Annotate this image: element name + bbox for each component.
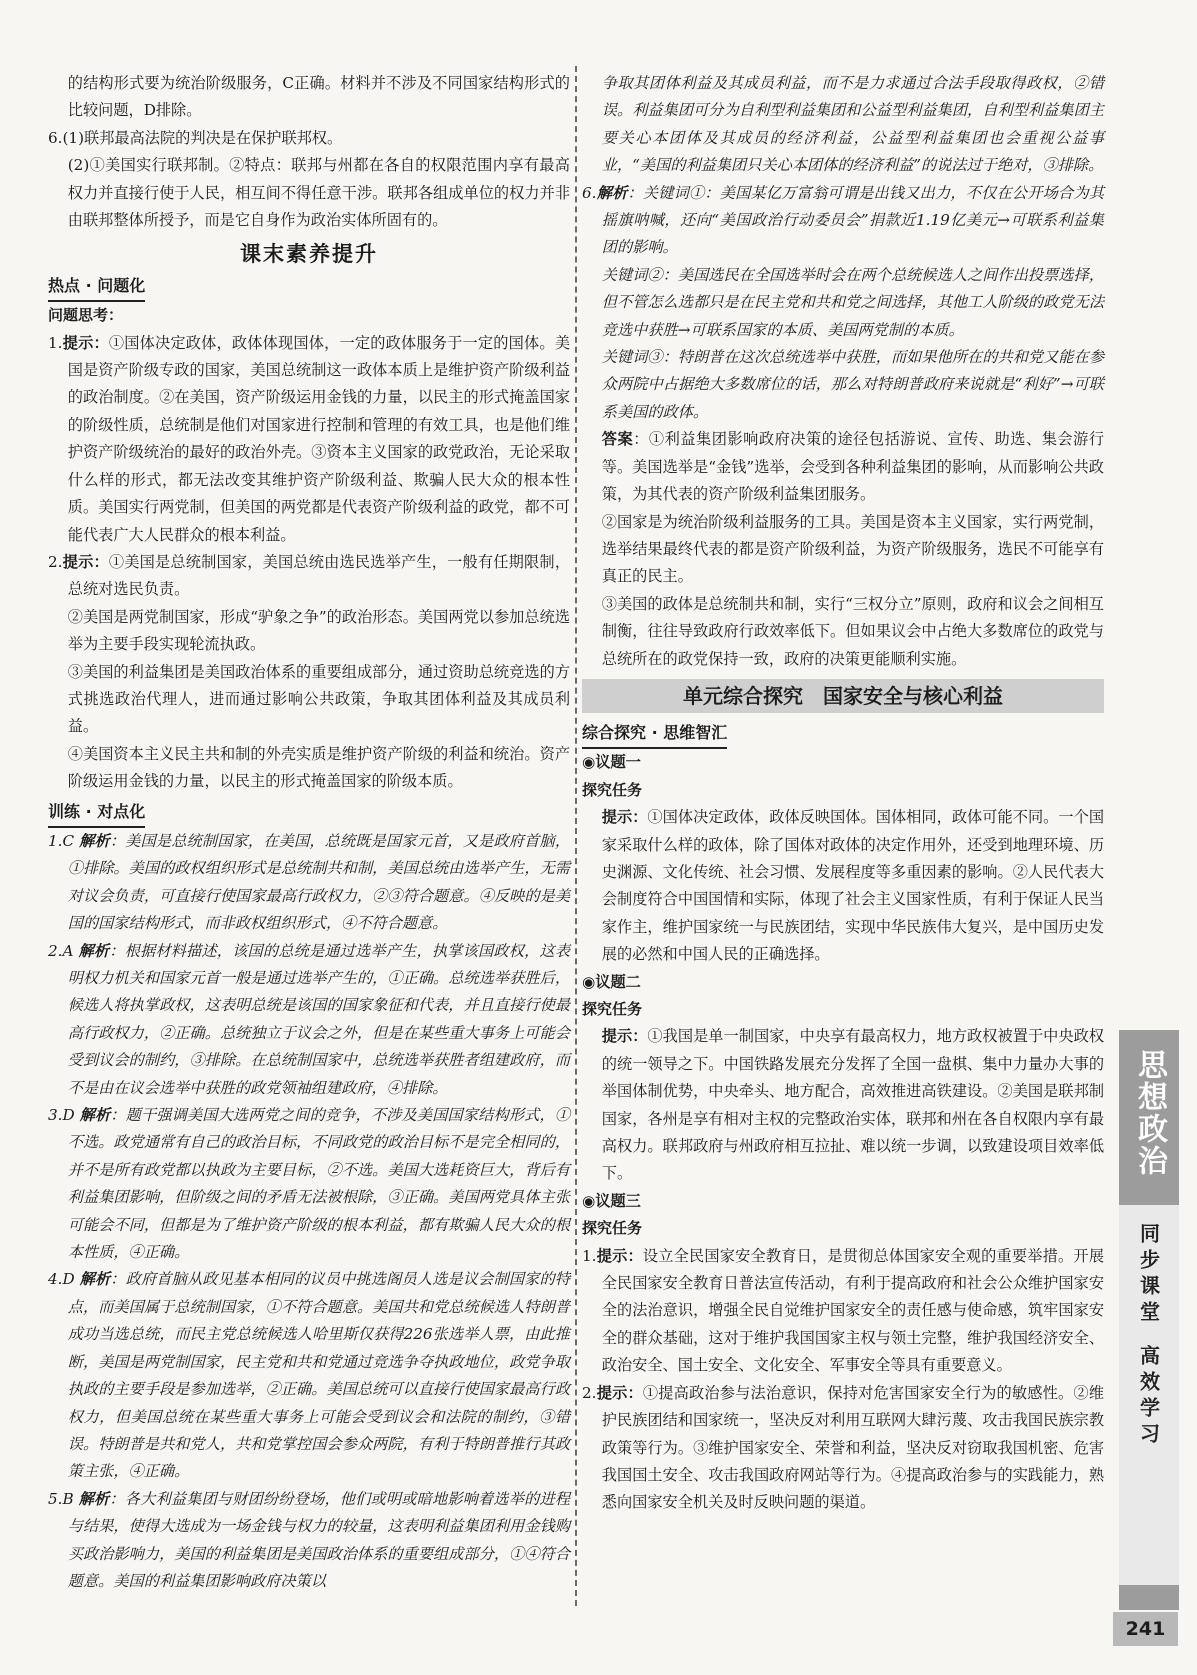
answer-item: 3.D 解析：题干强调美国大选两党之间的竞争，不涉及美国国家结构形式，①不选。政党通常有自己的政治目标，不同政党的政治目标不是完全相同的，并不是所有政党都以执政为主要目标，②不选。美国大选耗资巨大，背后有利益集团影响，但阶级之间的矛盾无法被根除，③正确。美国两党具体主张可能会不同，但都是为了维护资产阶级的根本利益，都有欺骗人民大众的根本性质，④正确。 [48,1106,570,1262]
side-tab [1119,1030,1179,1610]
paragraph: ③美国的政体是总统制共和制，实行“三权分立”原则，政府和议会之间相互制衡，往往导致政府行政效率低下。但如果议会中占绝大多数席位的政党与总统所在的政党保持一致，政府的决策更能顺利实施。 [601,594,1104,668]
answer-item: 1.提示：设立全民国家安全教育日，是贯彻总体国家安全观的重要举措。开展全民国家安全教育日普法宣传活动，有利于提高政府和社会公众维护国家安全的法治意识，增强全民自觉维护国家安全的责任感与使命感，筑牢国家安全的群众基础，这对于维护我国国家主权与领土完整，维护我国经济安全、政治安全、国土安全、文化安全、军事安全等具有重要意义。 [582,1246,1105,1375]
paragraph: 提示：①我国是单一制国家，中央享有最高权力，地方政权被置于中央政权的统一领导之下。中国铁路发展充分发挥了全国一盘棋、集中力量办大事的举国体制优势，中央牵头、地方配合，高效推进高铁建设。②美国是联邦制国家，各州是享有相对主权的完整政治实体，联邦和州在各自权限内享有最高权力。联邦政府与州政府相互拉扯、难以统一步调，以致建设项目效率低下。 [601,1027,1105,1183]
topic-heading: ◉议题二 [582,972,641,991]
paragraph: 关键词②：美国选民在全国选举时会在两个总统候选人之间作出投票选择，但不管怎么选都只是在民主党和共和党之间选择，其他工人阶级的政党无法竞选中获胜→可联系国家的本质、美国两党制的本质。 [601,265,1104,339]
left-column [48,70,570,1595]
task-label: 探究任务 [582,1219,643,1238]
answer-item: 6.解析：关键词①：美国某亿万富翁可谓是出钱又出力，不仅在公开场合为其摇旗呐喊，还向“美国政治行动委员会”捐款近1.19亿美元→可联系利益集团的影响。 [582,183,1105,257]
subsection-heading: 训练 · 对点化 [48,798,145,828]
paragraph: 争取其团体利益及其成员利益，而不是力求通过合法手段取得政权，②错误。利益集团可分为自利型利益集团和公益型利益集团，自利型利益集团主要关心本团体及其成员的经济利益，公益型利益集团也会重视公益事业，“美国的利益集团只关心本团体的经济利益”的说法过于绝对，③排除。 [601,74,1104,175]
page-number: 241 [1113,1612,1178,1646]
question-label: 问题思考： [48,306,124,325]
subsection-heading: 热点 · 问题化 [48,272,145,302]
answer-item: 1.C 解析：美国是总统制国家，在美国，总统既是国家元首，又是政府首脑，①排除。美国的政权组织形式是总统制共和制，美国总统由选举产生，无需对议会负责，可直接行使国家最高行政权力，②③符合题意。④反映的是美国的国家结构形式，而非政权组织形式，④不符合题意。 [48,831,571,933]
paragraph: 关键词③：特朗普在这次总统选举中获胜，而如果他所在的共和党又能在参众两院中占据绝大多数席位的话，那么对特朗普政府来说就是“利好”→可联系美国的政体。 [601,348,1104,421]
answer-item: 5.B 解析：各大利益集团与财团纷纷登场，他们或明或暗地影响着选举的进程与结果，使得大选成为一场金钱与权力的较量，这表明利益集团利用金钱购买政治影响力，美国的利益集团是美国政治体系的重要组成部分，①④符合题意。美国的利益集团影响政府决策以 [48,1489,571,1590]
paragraph: ④美国资本主义民主共和制的外壳实质是维护资产阶级的利益和统治。资产阶级运用金钱的力量，以民主的形式掩盖国家的阶级本质。 [67,744,570,791]
answer-item: 4.D 解析：政府首脑从政见基本相同的议员中挑选阁员人选是议会制国家的特点，而美国属于总统制国家，①不符合题意。美国共和党总统候选人特朗普成功当选总统，而民主党总统候选人哈里斯仅获得226张选举人票，由此推断，美国是两党制国家，民主党和共和党通过竞选争夺执政地位，政党争取执政的主要手段是参加选举，②正确。美国总统可以直接行使国家最高行政权力，但美国总统在某些重大事务上可能会受到议会和法院的制约，③错误。特朗普是共和党人，共和党掌控国会参众两院，有利于特朗普推行其政策主张，④正确。 [48,1270,570,1481]
topic-heading: ◉议题三 [582,1191,641,1210]
answer-item: 2.提示：①美国是总统制国家，美国总统由选民选举产生，一般有任期限制，总统对选民负责。 [48,552,571,599]
column-divider [575,66,577,1606]
right-column [582,70,1104,1517]
answer-item: 2.A 解析：根据材料描述，该国的总统是通过选举产生，执掌该国政权，这表明权力机关和国家元首一般是通过选举产生的，①正确。总统选举获胜后，候选人将执掌政权，这表明总统是该国的国家象征和代表，并且直接行使最高行政权力，②正确。总统独立于议会之外，但是在某些重大事务上可能会受到议会的制约，③排除。在总统制国家中，总统选举获胜者组建政府，而不是由在议会选举中获胜的政党领袖组建政府，④排除。 [48,941,571,1097]
subsection-heading: 综合探究 · 思维智汇 [582,719,727,749]
paragraph: ③美国的利益集团是美国政治体系的重要组成部分，通过资助总统竞选的方式挑选政治代理人，进而通过影响公共政策，争取其团体利益及其成员利益。 [67,662,570,736]
paragraph: ②国家是为统治阶级利益服务的工具。美国是资本主义国家，实行两党制，选举结果最终代表的都是资产阶级利益，为资产阶级服务，选民不可能享有真正的民主。 [601,512,1104,586]
answer-item: 2.提示：①提高政治参与法治意识，保持对危害国家安全行为的敏感性。②维护民族团结和国家统一，坚决反对利用互联网大肆污蔑、攻击我国民族宗教政策等行为。③维护国家安全、荣誉和利益，坚决反对窃取我国机密、危害我国国土安全、攻击我国政府网站等行为。④提高政治参与的实践能力，熟悉向国家安全机关及时反映问题的渠道。 [582,1383,1105,1512]
subject-label: 思想政治 [1132,1049,1167,1177]
task-label: 探究任务 [582,780,643,799]
paragraph: 的结构形式要为统治阶级服务，C正确。材料并不涉及不同国家结构形式的比较问题，D排除。 [67,74,570,120]
paragraph: 提示：①国体决定政体，政体反映国体。国体相同，政体可能不同。一个国家采取什么样的政体，除了国体对政体的决定作用外，还受到地理环境、历史渊源、文化传统、社会习惯、发展程度等多重因素的影响。②人民代表大会制度符合中国国情和实际，体现了社会主义国家性质，有利于保证人民当家作主，维护国家统一与民族团结，实现中华民族伟大复兴，是中国历史发展的必然和中国人民的正确选择。 [601,808,1105,964]
series-label: 同步课堂 高效学习 [1119,1205,1179,1585]
topic-heading: ◉议题一 [582,753,641,772]
answer-item: 1.提示：①国体决定政体，政体体现国体，一定的政体服务于一定的国体。美国是资产阶级专政的国家，美国总统制这一政体本质上是维护资产阶级利益的政治制度。②在美国，资产阶级运用金钱的力量，以民主的形式掩盖国家的阶级性质，总统制是他们对国家进行控制和管理的有效工具，也是他们维护资产阶级统治的最好的政治外壳。③资本主义国家的政党政治，无论采取什么样的形式，都无法改变其维护资产阶级利益、欺骗人民大众的根本性质。美国实行两党制，但美国的两党都是代表资产阶级利益的政党，都不可能代表广大人民群众的根本利益。 [48,333,571,544]
section-title: 课末素养提升 [240,241,378,267]
paragraph: (2)①美国实行联邦制。②特点：联邦与州都在各自的权限范围内享有最高权力并直接行使于人民，相互间不得任意干涉。联邦各组成单位的权力并非由联邦整体所授予，而是它自身作为政治实体所固有的。 [67,156,570,230]
unit-banner: 单元综合探究 国家安全与核心利益 [582,679,1104,713]
paragraph: 6.(1)联邦最高法院的判决是在保护联邦权。 [48,128,343,147]
paragraph: ②美国是两党制国家，形成“驴象之争”的政治形态。美国两党以参加总统选举为主要手段实现轮流执政。 [67,607,570,654]
paragraph: 答案：①利益集团影响政府决策的途径包括游说、宣传、助选、集会游行等。美国选举是“金钱”选举，会受到各种利益集团的影响，从而影响公共政策，为其代表的资产阶级利益集团服务。 [601,430,1105,504]
task-label: 探究任务 [582,1000,643,1018]
